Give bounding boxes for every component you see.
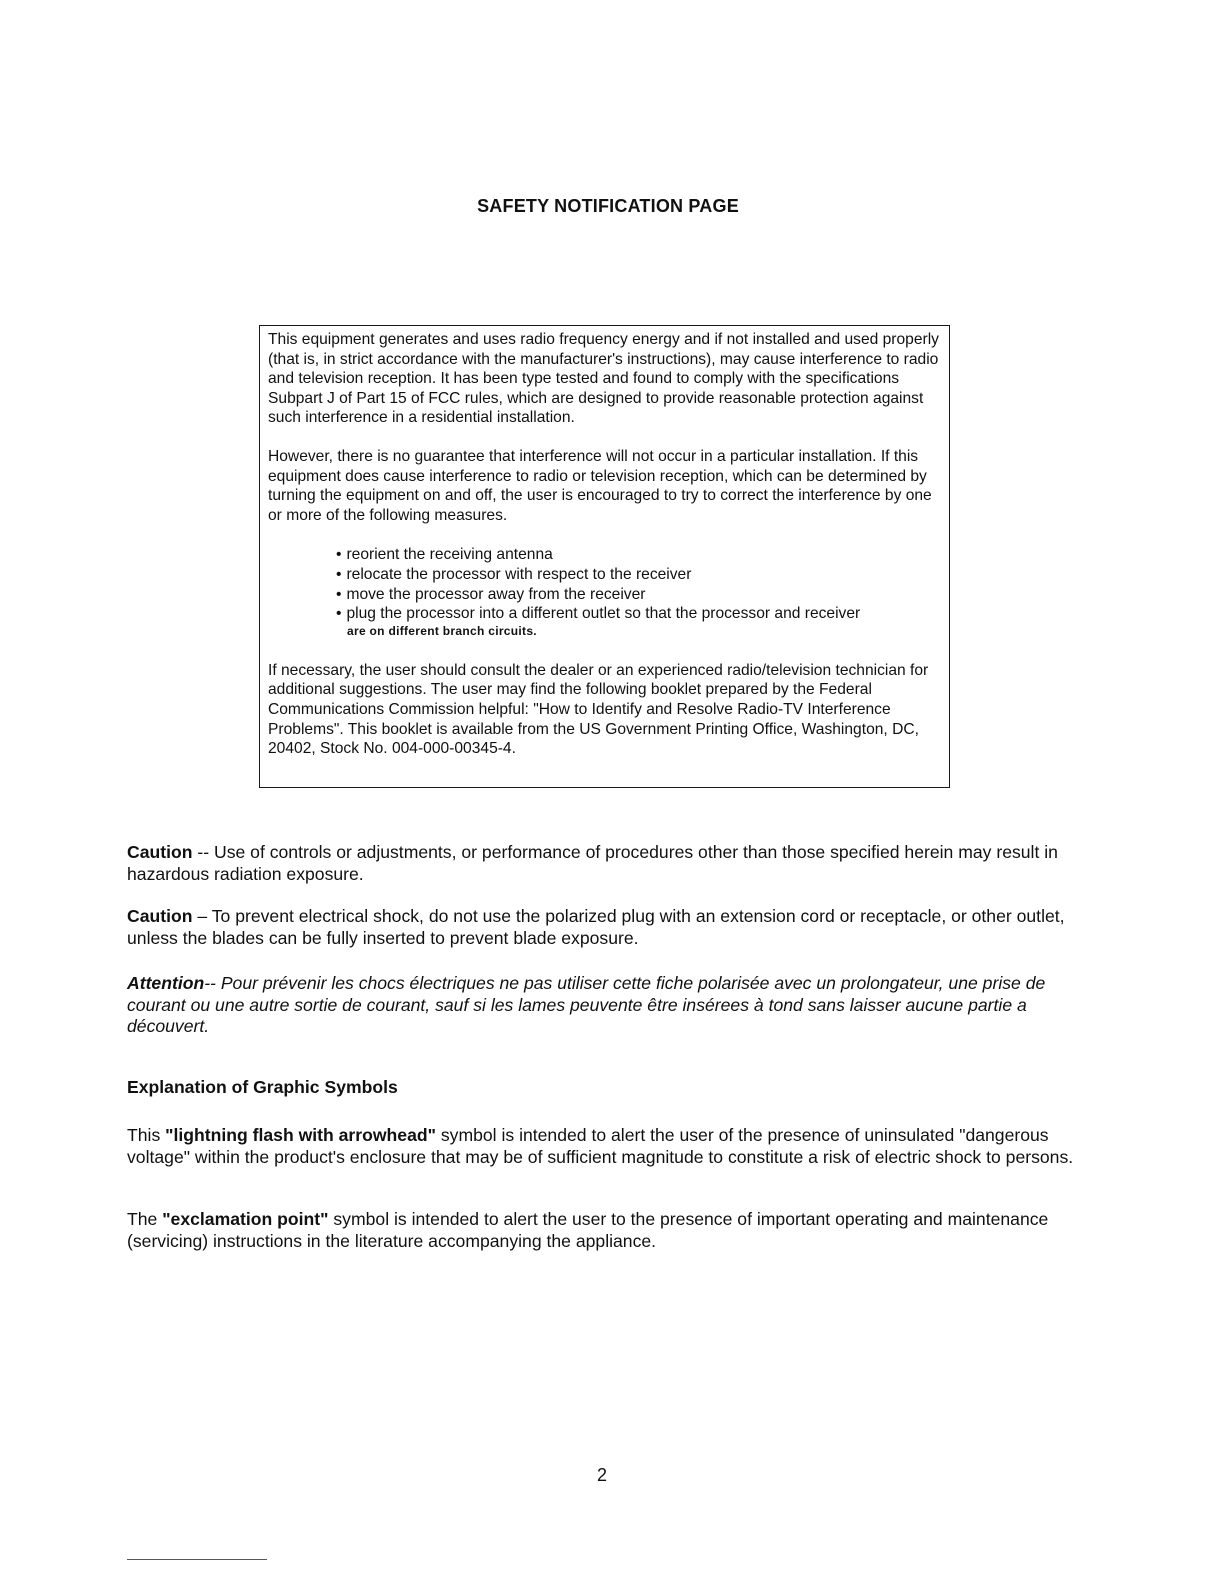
lightning-prefix: This <box>127 1125 166 1145</box>
caution-label: Caution <box>127 906 193 926</box>
caution-label: Caution <box>127 842 193 862</box>
exclamation-symbol-explanation <box>127 1209 1087 1252</box>
measure-text: relocate the processor with respect to the receiver <box>346 565 692 583</box>
exclamation-emphasis: "exclamation point" <box>162 1209 329 1229</box>
caution-body: Use of controls or adjustments, or performance of procedures other than those specified herein may result in hazardous radiation exposure. <box>127 842 1058 884</box>
exclamation-body: symbol is intended to alert the user to the presence of important operating and maintenance (servicing) instructions in the literature accompanying the appliance. <box>127 1209 1049 1251</box>
measures-list <box>268 545 939 638</box>
exclamation-text <box>127 1209 1087 1252</box>
fcc-notice-box <box>259 325 950 788</box>
measure-text: reorient the receiving antenna <box>346 546 553 564</box>
caution-separator: -- <box>192 842 214 862</box>
caution-shock-text <box>127 906 1087 949</box>
list-item <box>336 545 939 565</box>
list-item <box>336 585 939 605</box>
lightning-body: symbol is intended to alert the user of the presence of uninsulated "dangerous voltage" within the product's enclosure that may be of sufficient magnitude to constitute a risk of electric shock to persons. <box>127 1125 1074 1167</box>
footnote-divider <box>127 1559 267 1560</box>
attention-label: Attention <box>127 973 205 993</box>
measure-continuation: are on different branch circuits. <box>347 623 537 638</box>
attention-separator: -- <box>204 973 221 993</box>
caution-shock <box>127 906 1087 949</box>
attention-french <box>127 973 1087 1038</box>
symbols-heading: Explanation of Graphic Symbols <box>127 1077 398 1097</box>
caution-body: To prevent electrical shock, do not use the polarized plug with an extension cord or receptacle, or other outlet, unless the blades can be fully inserted to prevent blade exposure. <box>127 906 1065 948</box>
attention-body: Pour prévenir les chocs électriques ne pas utiliser cette fiche polarisée avec un prolongateur, une prise de courant ou une autre sortie de courant, sauf si les lames peuvente être insérees à tond sans laisser aucune partie a découvert. <box>127 973 1046 1036</box>
page-number: 2 <box>596 1465 607 1485</box>
measure-text: move the processor away from the receiver <box>346 585 646 603</box>
fcc-paragraph-1: This equipment generates and uses radio frequency energy and if not installed and used properly (that is, in strict accordance with the manufacturer's instructions), may cause interference to radio and television reception. It has been type tested and found to comply with the specifications Subpart J of Part 15 of FCC rules, which are designed to provide reasonable protection against such interference in a residential installation. <box>268 331 939 427</box>
exclamation-prefix: The <box>127 1209 163 1229</box>
fcc-paragraph-3: If necessary, the user should consult the dealer or an experienced radio/television technician for additional suggestions. The user may find the following booklet prepared by the Federal Communications Commission helpful: "How to Identify and Resolve Radio-TV Interference Problems". This booklet is available from the US Government Printing Office, Washington, DC, 20402, Stock No. 004-000-00345-4. <box>268 661 929 758</box>
caution-radiation <box>127 842 1087 885</box>
caution-radiation-text <box>127 842 1087 885</box>
lightning-emphasis: "lightning flash with arrowhead" <box>165 1125 436 1145</box>
lightning-symbol-explanation <box>127 1125 1087 1168</box>
caution-separator: – <box>192 906 212 926</box>
lightning-text <box>127 1125 1087 1168</box>
page-title: SAFETY NOTIFICATION PAGE <box>477 196 739 216</box>
fcc-paragraph-2: However, there is no guarantee that interference will not occur in a particular installation. If this equipment does cause interference to radio or television reception, which can be determined by turning the equipment on and off, the user is encouraged to try to correct the interference by one or more of the following measures. <box>268 447 932 524</box>
attention-text <box>127 973 1087 1038</box>
measure-text: plug the processor into a different outlet so that the processor and receiver <box>346 605 861 623</box>
list-item <box>336 565 939 585</box>
list-item <box>336 604 939 639</box>
